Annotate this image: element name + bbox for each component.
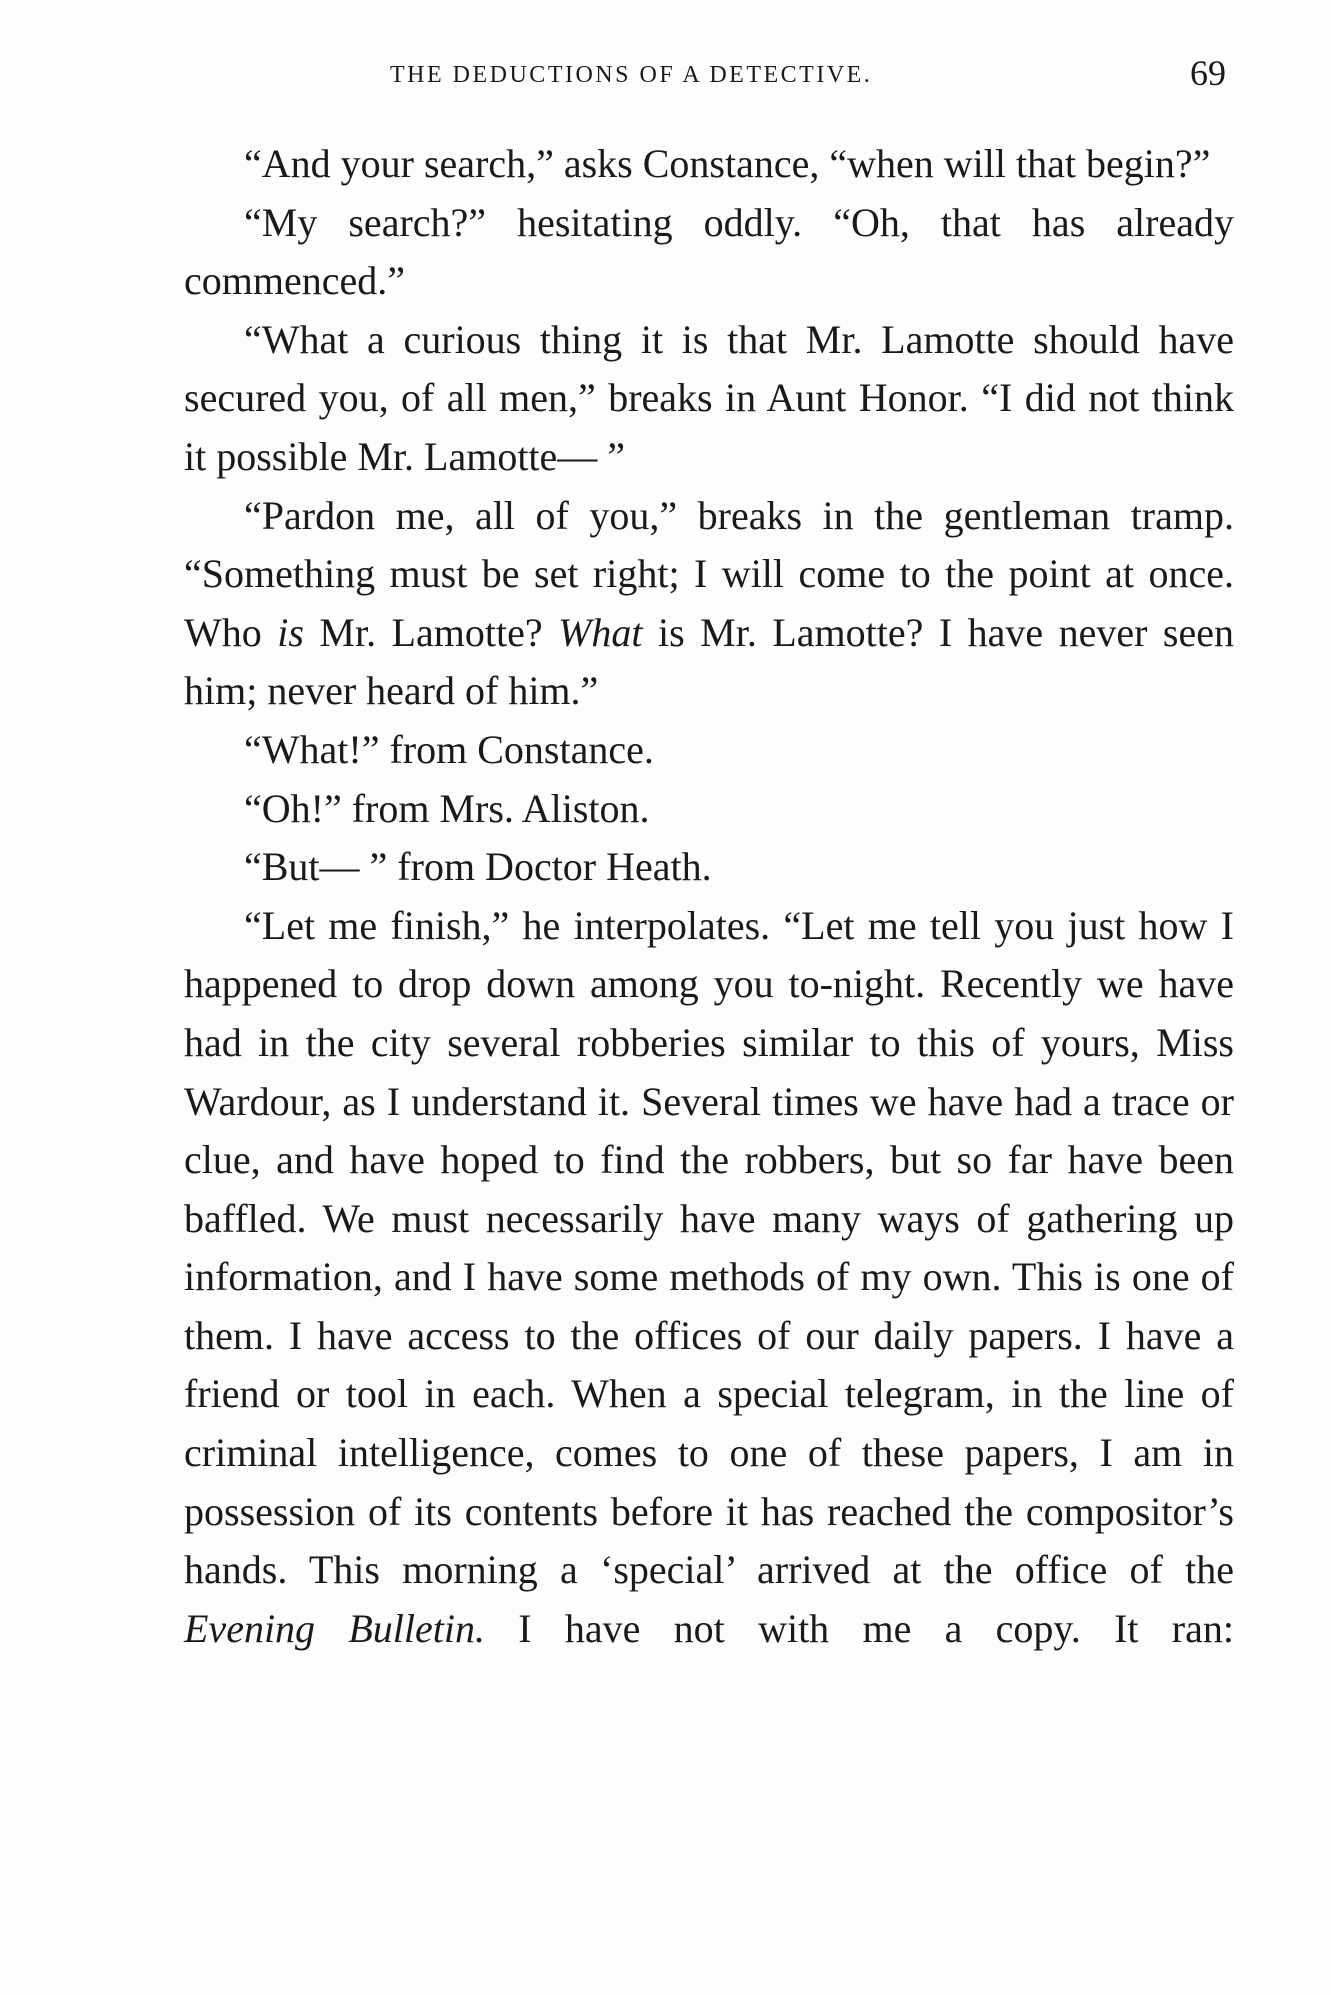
text-run: “What!” from Constance. (244, 726, 654, 772)
italic-text: is (277, 609, 304, 655)
text-run: “Oh!” from Mrs. Aliston. (244, 785, 650, 831)
paragraph (184, 194, 1234, 311)
running-title: THE DEDUCTIONS OF A DETECTIVE. (390, 62, 873, 88)
text-run: is Mr. Lamotte? I have never seen him; never heard of him.” (184, 609, 1234, 714)
paragraph (184, 135, 1234, 194)
text-run: “And your search,” asks Constance, “when will that begin?” (244, 141, 1211, 186)
page-number: 69 (1190, 53, 1226, 93)
paragraph (184, 897, 1234, 1659)
body-text (184, 135, 1234, 1658)
text-run: I have not with me a copy. It ran: (484, 1605, 1234, 1651)
italic-text: Evening Bulletin. (184, 1605, 485, 1651)
text-run: “What a curious thing it is that Mr. Lamotte should have secured you, of all men,” breaks in Aunt Honor. “I did not think it possible Mr. Lamotte— ” (184, 316, 1234, 479)
running-head (184, 48, 1234, 98)
italic-text: What (558, 609, 643, 655)
paragraph (184, 780, 1234, 839)
text-run: “But— ” from Doctor Heath. (244, 844, 712, 890)
paragraph (184, 311, 1234, 487)
paragraph (184, 838, 1234, 897)
text-run: “My search?” hesitating oddly. “Oh, that has already commenced.” (184, 199, 1234, 304)
paragraph (184, 721, 1234, 780)
text-run: “Let me finish,” he interpolates. “Let me tell you just how I happened to drop down among you to-night. Recently we have had in the city several robberies similar to this of yours, Miss Wardour, as I understand it. Several times we have had a trace or clue, and have hoped to find the robbers, but so far have been baffled. We must necessarily have many ways of gathering up information, and I have some methods of my own. This is one of them. I have access to the offices of our daily papers. I have a friend or tool in each. When a special telegram, in the line of criminal intelligence, comes to one of these papers, I am in possession of its contents before it has reached the compositor’s hands. This morning a ‘special’ arrived at the office of the (184, 902, 1234, 1593)
text-run: “Pardon me, all of you,” breaks in the gentleman tramp. “Something must be set right; I will come to the point at once. Who (184, 492, 1234, 655)
paragraph (184, 487, 1234, 721)
text-run: Mr. Lamotte? (303, 609, 559, 655)
